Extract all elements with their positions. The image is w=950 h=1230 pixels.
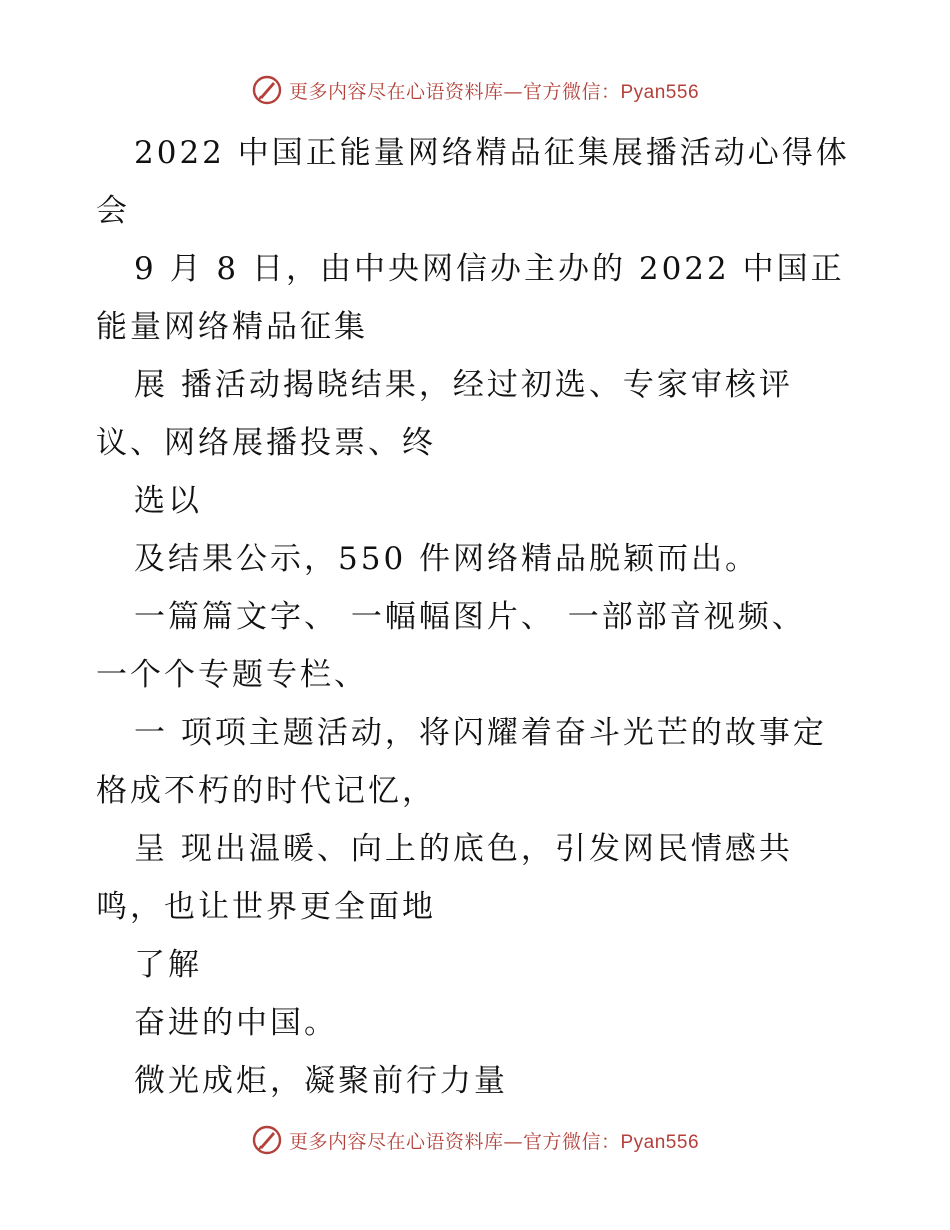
text-line: 鸣，也让世界更全面地 — [96, 889, 436, 925]
text-line: 选以 — [134, 483, 202, 519]
watermark-text: 更多内容尽在心语资料库—官方微信：Pyan556 — [288, 1130, 700, 1153]
footer-watermark — [0, 1120, 950, 1160]
text-line: 奋进的中国。 — [134, 1005, 338, 1041]
text-line: 会 — [96, 193, 130, 229]
quill-pen-logo-icon — [251, 1124, 283, 1156]
text-line: 及结果公示，550 件网络精品脱颖而出。 — [134, 541, 760, 577]
text-line: 呈 现出温暖、向上的底色，引发网民情感共 — [134, 831, 793, 867]
text-line: 一 项项主题活动，将闪耀着奋斗光芒的故事定 — [134, 715, 827, 751]
text-line: 能量网络精品征集 — [96, 309, 368, 345]
text-line: 展 播活动揭晓结果，经过初选、专家审核评 — [134, 367, 793, 403]
text-line: 格成不朽的时代记忆， — [96, 773, 436, 809]
text-line: 一篇篇文字、 一幅幅图片、 一部部音视频、 — [134, 599, 806, 635]
header-watermark — [0, 70, 950, 110]
document-body — [96, 124, 856, 1110]
text-line: 了解 — [134, 947, 202, 983]
text-line: 2022 中国正能量网络精品征集展播活动心得体 — [134, 135, 850, 171]
text-line: 议、网络展播投票、终 — [96, 425, 436, 461]
text-line: 微光成炬，凝聚前行力量 — [134, 1063, 508, 1099]
text-line: 一个个专题专栏、 — [96, 657, 368, 693]
watermark-text: 更多内容尽在心语资料库—官方微信：Pyan556 — [288, 80, 700, 103]
quill-pen-logo-icon — [251, 74, 283, 106]
text-line: 9 月 8 日，由中央网信办主办的 2022 中国正 — [134, 251, 845, 287]
